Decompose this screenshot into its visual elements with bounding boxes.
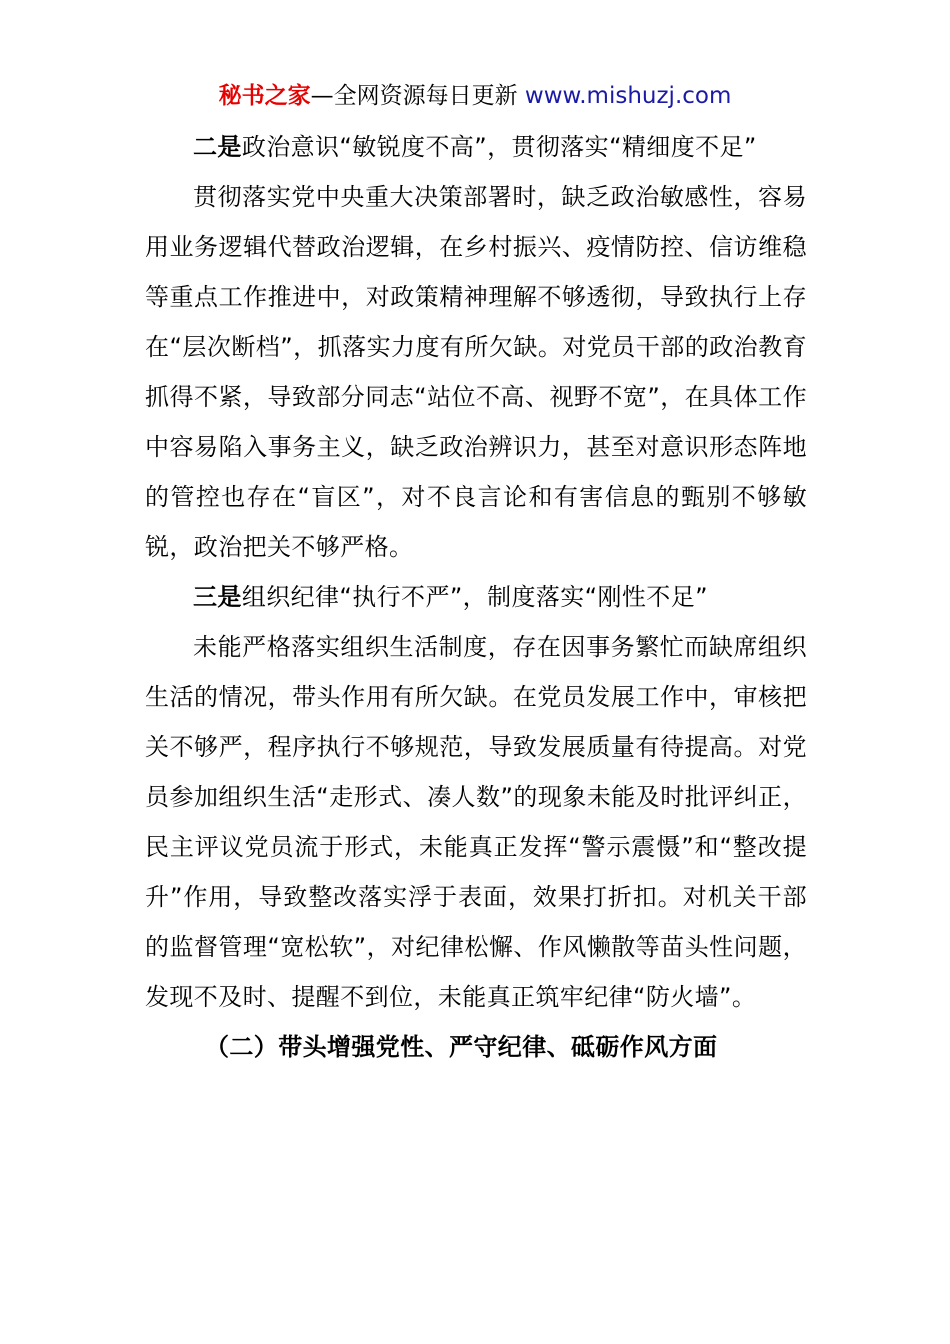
paragraph-lead: 三是	[193, 583, 242, 611]
site-url[interactable]: www.mishuzj.com	[524, 83, 732, 109]
paragraph-point-two-heading	[145, 122, 807, 172]
document-body	[145, 122, 807, 1072]
paragraph-lead: 二是	[193, 133, 242, 161]
site-tagline: —全网资源每日更新	[310, 83, 525, 109]
site-brand: 秘书之家	[218, 83, 311, 109]
paragraph-point-three-heading	[145, 572, 807, 622]
paragraph-text: 组织纪律“执行不严”，制度落实“刚性不足”	[241, 583, 708, 611]
site-header	[0, 80, 950, 112]
section-heading: （二）带头增强党性、严守纪律、砥砺作风方面	[205, 1033, 718, 1061]
paragraph-body: 贯彻落实党中央重大决策部署时，缺乏政治敏感性，容易用业务逻辑代替政治逻辑，在乡村振兴、疫情防控、信访维稳等重点工作推进中，对政策精神理解不够透彻，导致执行上存在“层次断档”，抓落实力度有所欠缺。对党员干部的政治教育抓得不紧，导致部分同志“站位不高、视野不宽”，在具体工作中容易陷入事务主义，缺乏政治辨识力，甚至对意识形态阵地的管控也存在“盲区”，对不良言论和有害信息的甄别不够敏锐，政治把关不够严格。	[145, 183, 807, 561]
paragraph-text: 政治意识“敏锐度不高”，贯彻落实“精细度不足”	[241, 133, 757, 161]
paragraph-body: 未能严格落实组织生活制度，存在因事务繁忙而缺席组织生活的情况，带头作用有所欠缺。在党员发展工作中，审核把关不够严，程序执行不够规范，导致发展质量有待提高。对党员参加组织生活“走形式、凑人数”的现象未能及时批评纠正，民主评议党员流于形式，未能真正发挥“警示震慑”和“整改提升”作用，导致整改落实浮于表面，效果打折扣。对机关干部的监督管理“宽松软”，对纪律松懈、作风懒散等苗头性问题，发现不及时、提醒不到位，未能真正筑牢纪律“防火墙”。	[145, 633, 807, 1011]
